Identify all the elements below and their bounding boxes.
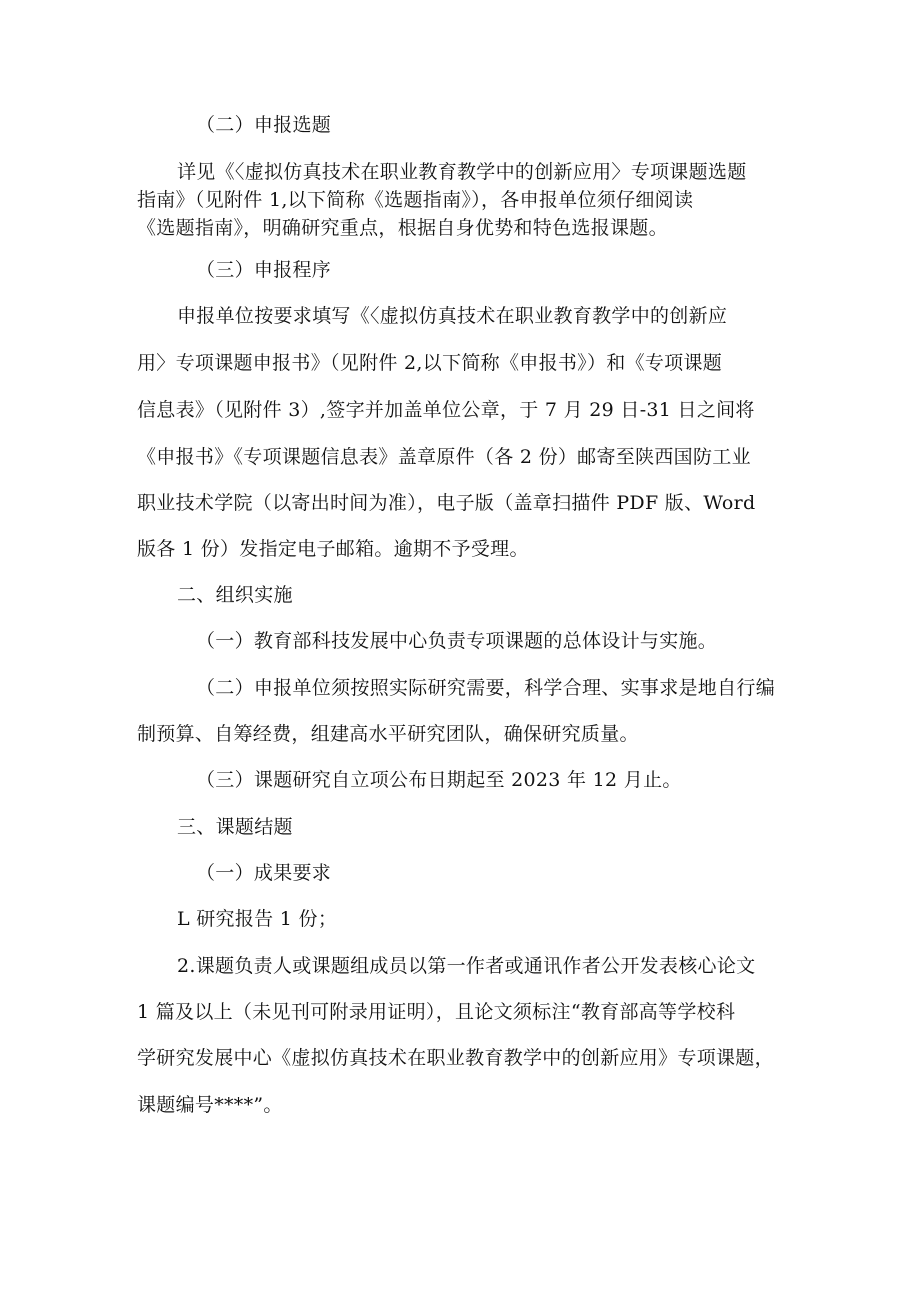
paragraph-line: （二）申报单位须按照实际研究需要，科学合理、实事求是地自行编 [196,677,776,699]
paragraph-line: 制预算、自筹经费，组建高水平研究团队，确保研究质量。 [137,723,639,745]
subheading-topic-selection: （二）申报选题 [196,114,332,136]
paragraph-line: 指南》（见附件 1,以下简称《选题指南》），各申报单位须仔细阅读 [137,189,694,211]
paragraph-line: 申报单位按要求填写《〈虚拟仿真技术在职业教育教学中的创新应 [177,305,728,327]
paragraph-line: 版各 1 份）发指定电子邮箱。逾期不予受理。 [137,538,529,560]
paragraph-line: 《选题指南》，明确研究重点，根据自身优势和特色选报课题。 [137,217,668,239]
paragraph-line: 详见《〈虚拟仿真技术在职业教育教学中的创新应用〉专项课题选题 [177,161,747,183]
paragraph-line: （一）教育部科技发展中心负责专项课题的总体设计与实施。 [196,630,718,652]
list-item: L 研究报告 1 份； [177,908,338,930]
subheading-procedure: （三）申报程序 [196,259,332,281]
section-heading-conclusion: 三、课题结题 [177,816,293,838]
paragraph-line: 课题编号****”。 [137,1094,283,1116]
paragraph-line: 《申报书》《专项课题信息表》盖章原件（各 2 份）邮寄至陕西国防工业 [137,446,751,468]
section-heading-organization: 二、组织实施 [177,584,293,606]
paragraph-line: 学研究发展中心《虚拟仿真技术在职业教育教学中的创新应用》专项课题， [137,1047,774,1069]
paragraph-line: 职业技术学院（以寄出时间为准），电子版（盖章扫描件 PDF 版、Word [137,492,756,514]
paragraph-line: （三）课题研究自立项公布日期起至 2023 年 12 月止。 [196,769,682,791]
paragraph-line: 1 篇及以上（未见刊可附录用证明），且论文须标注“教育部高等学校科 [137,1001,736,1023]
list-item: 2.课题负责人或课题组成员以第一作者或通讯作者公开发表核心论文 [177,955,756,977]
paragraph-line: 用〉专项课题申报书》（见附件 2,以下简称《申报书》）和《专项课题 [137,352,723,374]
paragraph-line: 信息表》（见附件 3）,签字并加盖单位公章，于 7 月 29 日-31 日之间将 [137,399,755,421]
subheading-results: （一）成果要求 [196,862,332,884]
